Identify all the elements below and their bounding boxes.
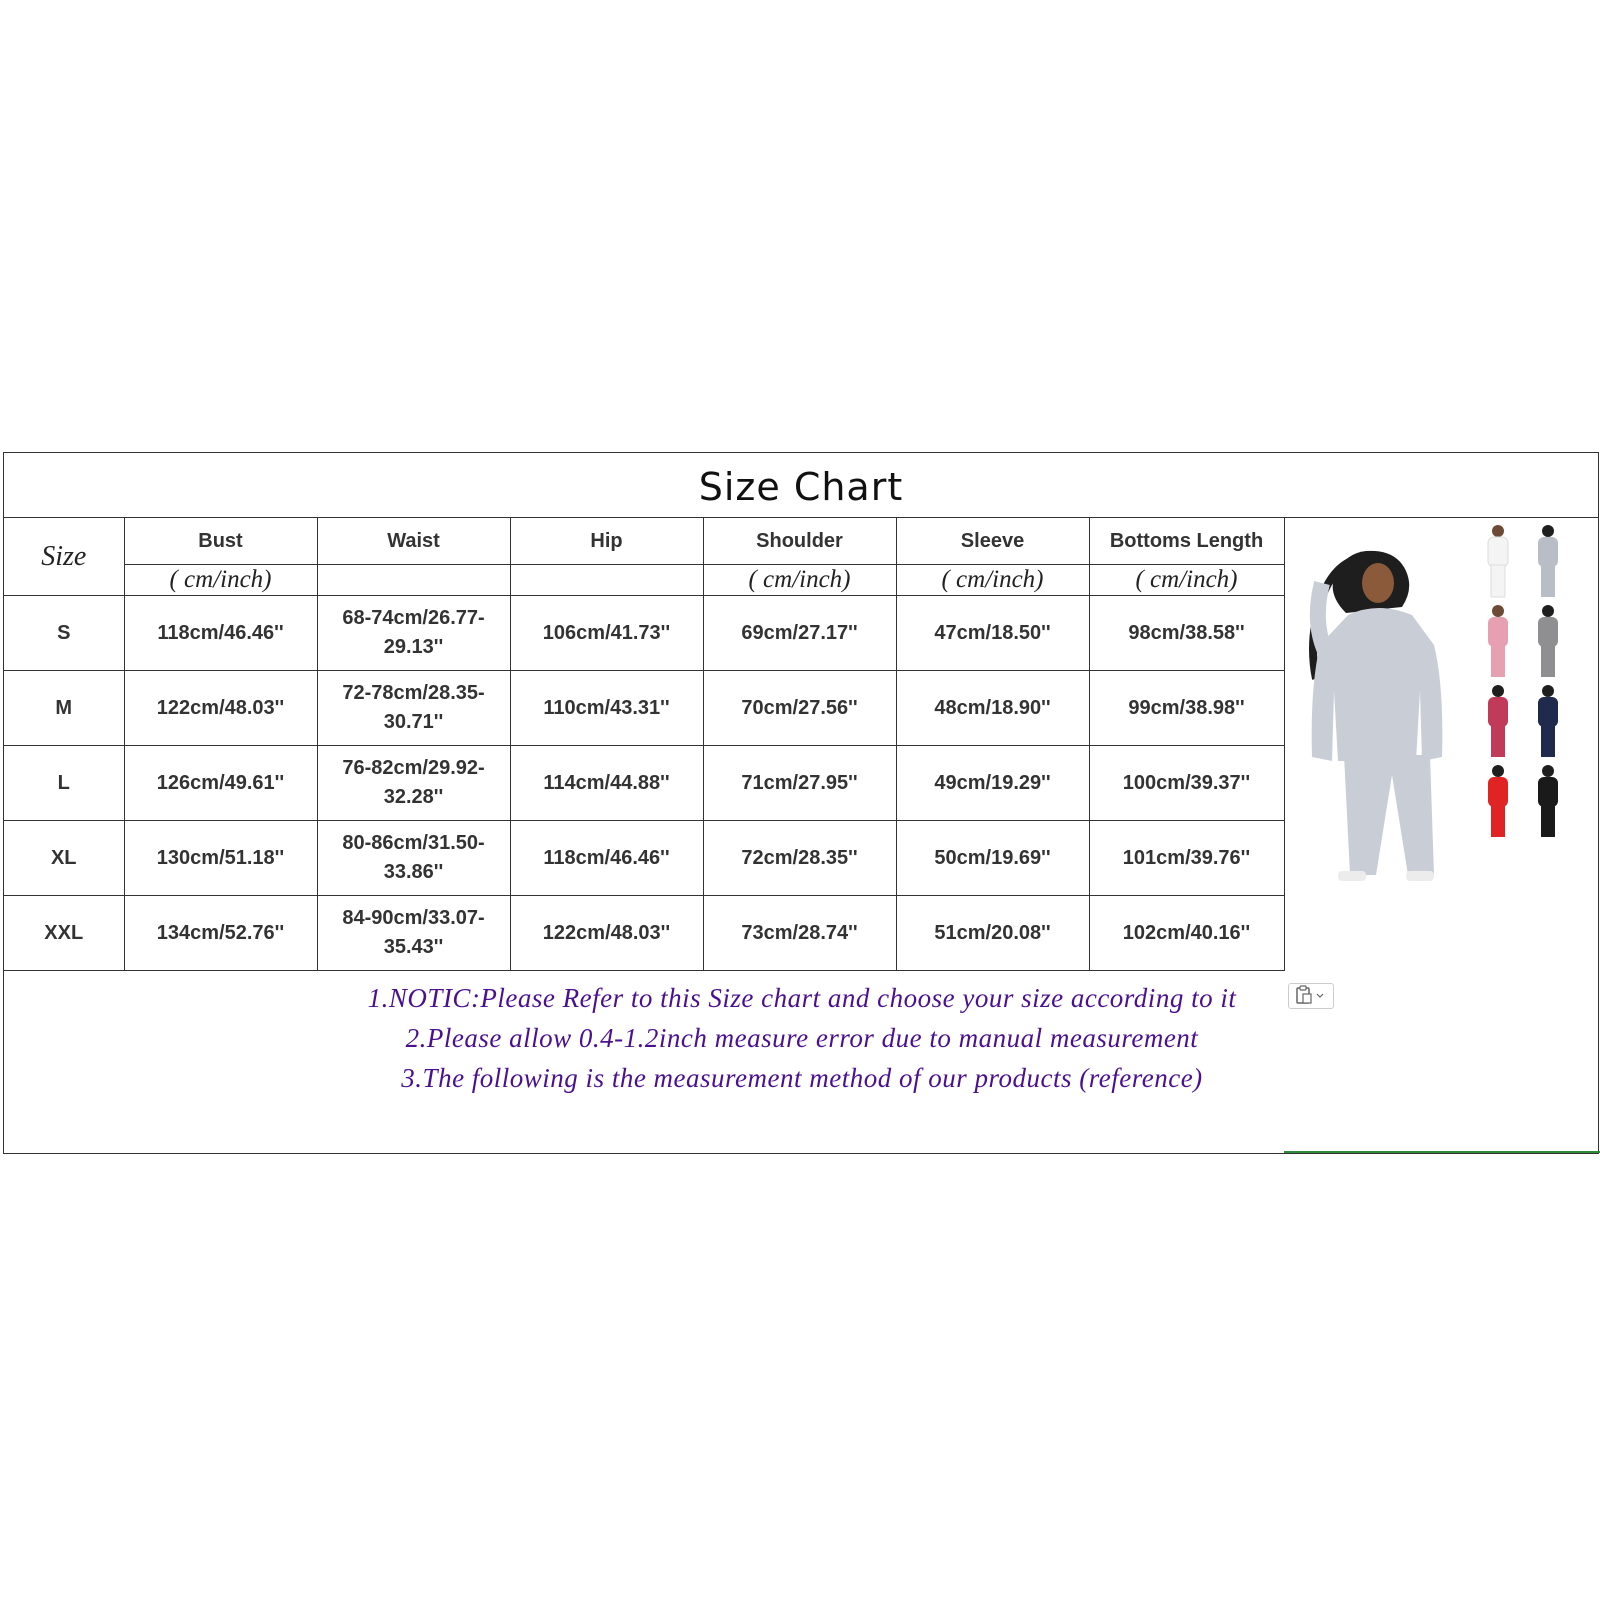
- variant-light-gray: [1538, 525, 1558, 597]
- hip-value: 122cm/48.03'': [510, 896, 703, 971]
- waist-value: [317, 821, 510, 896]
- hip-value: 106cm/41.73'': [510, 596, 703, 671]
- product-photo: [1286, 523, 1596, 893]
- sleeve-value: 50cm/19.69'': [896, 821, 1089, 896]
- variant-navy: [1538, 685, 1558, 757]
- header-shoulder: Shoulder: [703, 518, 896, 565]
- waist-value-line2: 33.86'': [383, 861, 444, 883]
- bottoms-length-value: 102cm/40.16'': [1089, 896, 1284, 971]
- shoulder-value: 73cm/28.74'': [703, 896, 896, 971]
- bust-value: 134cm/52.76'': [124, 896, 317, 971]
- shoulder-value: 70cm/27.56'': [703, 671, 896, 746]
- size-label: M: [4, 671, 124, 746]
- note-2: 2.Please allow 0.4-1.2inch measure error due to manual measurement: [405, 1023, 1199, 1053]
- waist-value-line1: 80-86cm/31.50-: [342, 832, 485, 854]
- accent-underline: [1284, 1151, 1600, 1153]
- unit-row: [4, 565, 1284, 596]
- header-bust: Bust: [124, 518, 317, 565]
- waist-value: [317, 896, 510, 971]
- bottoms-length-value: 98cm/38.58'': [1089, 596, 1284, 671]
- table-row: [4, 821, 1284, 896]
- table-row: [4, 896, 1284, 971]
- header-row: [4, 518, 1284, 565]
- waist-value-line1: 84-90cm/33.07-: [342, 907, 485, 929]
- sleeve-value: 48cm/18.90'': [896, 671, 1089, 746]
- waist-value-line2: 29.13'': [383, 636, 444, 658]
- waist-value-line2: 30.71'': [383, 711, 444, 733]
- table-row: [4, 746, 1284, 821]
- sleeve-value: 49cm/19.29'': [896, 746, 1089, 821]
- sleeve-value: 47cm/18.50'': [896, 596, 1089, 671]
- waist-value: [317, 746, 510, 821]
- waist-value-line1: 76-82cm/29.92-: [342, 757, 485, 779]
- size-label: S: [4, 596, 124, 671]
- shoulder-value: 72cm/28.35'': [703, 821, 896, 896]
- unit-shoulder: ( cm/inch): [703, 565, 896, 596]
- header-waist: Waist: [317, 518, 510, 565]
- bottoms-length-value: 100cm/39.37'': [1089, 746, 1284, 821]
- hip-value: 114cm/44.88'': [510, 746, 703, 821]
- table-row: [4, 596, 1284, 671]
- unit-hip: [510, 565, 703, 596]
- waist-value: [317, 671, 510, 746]
- bust-value: 118cm/46.46'': [124, 596, 317, 671]
- variant-pink: [1488, 605, 1508, 677]
- bust-value: 122cm/48.03'': [124, 671, 317, 746]
- size-table: [4, 517, 1285, 971]
- waist-value-line1: 68-74cm/26.77-: [342, 607, 485, 629]
- bust-value: 130cm/51.18'': [124, 821, 317, 896]
- unit-sleeve: ( cm/inch): [896, 565, 1089, 596]
- header-hip: Hip: [510, 518, 703, 565]
- unit-waist: [317, 565, 510, 596]
- waist-value-line2: 32.28'': [383, 786, 444, 808]
- hip-value: 118cm/46.46'': [510, 821, 703, 896]
- header-bottoms-length: Bottoms Length: [1089, 518, 1284, 565]
- variant-white: [1488, 525, 1508, 597]
- bottoms-length-value: 99cm/38.98'': [1089, 671, 1284, 746]
- paste-options-icon[interactable]: [1288, 983, 1334, 1009]
- hip-value: 110cm/43.31'': [510, 671, 703, 746]
- table-row: [4, 671, 1284, 746]
- chart-title: Size Chart: [698, 465, 904, 509]
- variant-rose: [1488, 685, 1508, 757]
- waist-value-line2: 35.43'': [383, 936, 444, 958]
- bottoms-length-value: 101cm/39.76'': [1089, 821, 1284, 896]
- size-label: XL: [4, 821, 124, 896]
- note-3: 3.The following is the measurement method of our products (reference): [401, 1063, 1203, 1093]
- variant-gray: [1538, 605, 1558, 677]
- shoulder-value: 69cm/27.17'': [703, 596, 896, 671]
- size-label: L: [4, 746, 124, 821]
- header-sleeve: Sleeve: [896, 518, 1089, 565]
- waist-value: [317, 596, 510, 671]
- size-label: XXL: [4, 896, 124, 971]
- bust-value: 126cm/49.61'': [124, 746, 317, 821]
- main-model-image: [1312, 551, 1443, 881]
- size-chart: [3, 452, 1599, 1154]
- sleeve-value: 51cm/20.08'': [896, 896, 1089, 971]
- unit-bottoms-length: ( cm/inch): [1089, 565, 1284, 596]
- variant-thumbnails: [1488, 525, 1558, 837]
- header-size: Size: [4, 518, 124, 596]
- unit-bust: ( cm/inch): [124, 565, 317, 596]
- variant-red: [1488, 765, 1508, 837]
- waist-value-line1: 72-78cm/28.35-: [342, 682, 485, 704]
- note-1: 1.NOTIC:Please Refer to this Size chart and choose your size according to it: [367, 983, 1237, 1013]
- notes: [4, 978, 1600, 1098]
- variant-black: [1538, 765, 1558, 837]
- shoulder-value: 71cm/27.95'': [703, 746, 896, 821]
